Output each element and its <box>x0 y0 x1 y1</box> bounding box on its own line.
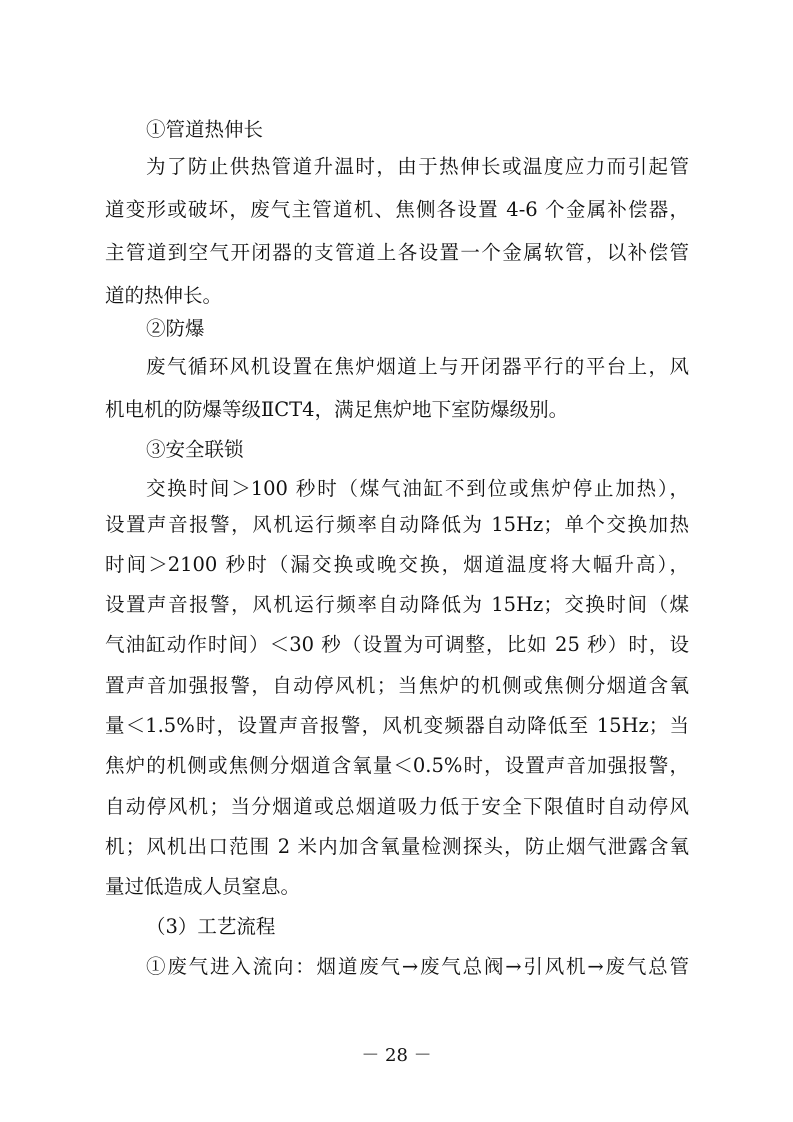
paragraph-line: 气油缸动作时间）＜30 秒（设置为可调整，比如 25 秒）时，设 <box>105 633 689 656</box>
paragraph-line: 为了防止供热管道升温时，由于热伸长或温度应力而引起管 <box>146 155 689 178</box>
section-heading-process-flow: （3）工艺流程 <box>146 915 276 938</box>
paragraph-line: 主管道到空气开闭器的支管道上各设置一个金属软管，以补偿管 <box>105 241 689 264</box>
paragraph-line: 机电机的防爆等级ⅡCT4，满足焦炉地下室防爆级别。 <box>105 398 569 421</box>
paragraph-line: 量过低造成人员窒息。 <box>105 875 301 898</box>
section-heading-explosion-proof: ②防爆 <box>146 317 205 340</box>
paragraph-line: 道的热伸长。 <box>105 284 223 307</box>
section-heading-safety-interlock: ③安全联锁 <box>146 438 244 461</box>
paragraph-line: 机；风机出口范围 2 米内加含氧量检测探头，防止烟气泄露含氧 <box>105 835 689 858</box>
section-heading-pipe-thermal-expansion: ①管道热伸长 <box>146 118 264 141</box>
paragraph-line: ①废气进入流向：烟道废气→废气总阀→引风机→废气总管 <box>146 955 689 978</box>
paragraph-line: 废气循环风机设置在焦炉烟道上与开闭器平行的平台上，风 <box>146 355 689 378</box>
paragraph-line: 量＜1.5%时，设置声音报警，风机变频器自动降低至 15Hz；当 <box>105 714 689 737</box>
paragraph-line: 设置声音报警，风机运行频率自动降低为 15Hz；交换时间（煤 <box>105 593 689 616</box>
page-number: － 28 － <box>361 1045 432 1066</box>
paragraph-line: 时间＞2100 秒时（漏交换或晚交换，烟道温度将大幅升高）， <box>105 553 689 576</box>
paragraph-line: 设置声音报警，风机运行频率自动降低为 15Hz；单个交换加热 <box>105 513 689 536</box>
paragraph-line: 焦炉的机侧或焦侧分烟道含氧量＜0.5%时，设置声音加强报警， <box>105 754 689 777</box>
paragraph-line: 道变形或破坏，废气主管道机、焦侧各设置 4-6 个金属补偿器， <box>105 198 689 221</box>
paragraph-line: 自动停风机；当分烟道或总烟道吸力低于安全下限值时自动停风 <box>105 795 689 818</box>
paragraph-line: 置声音加强报警，自动停风机；当焦炉的机侧或焦侧分烟道含氧 <box>105 674 689 697</box>
paragraph-line: 交换时间＞100 秒时（煤气油缸不到位或焦炉停止加热）， <box>146 477 689 500</box>
